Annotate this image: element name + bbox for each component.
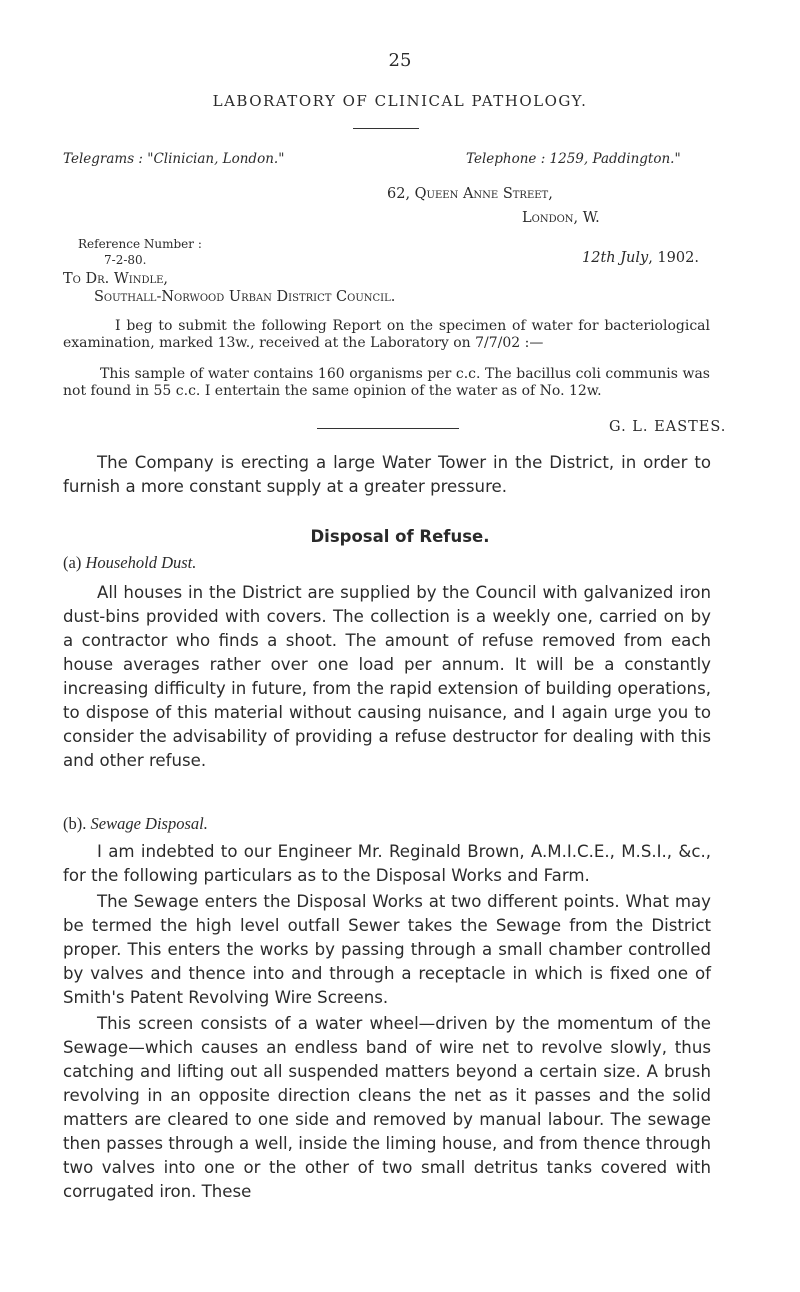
page-number: 25 <box>388 50 412 71</box>
sewage-paragraph-2: The Sewage enters the Disposal Works at two different points. What may be termed the high level outfall Sewer takes the Sewage from the District proper. This enters the works by passing through a small chamber controlled by valves and thence into and through a receptacle in which is fixed one of Smith's Patent Revolving Wire Screens. <box>63 892 711 1007</box>
telegrams-line: Telegrams : "Clinician, London." <box>63 151 285 167</box>
signature: G. L. EASTES. <box>609 419 727 435</box>
company-paragraph: The Company is erecting a large Water Tower in the District, in order to furnish a more constant supply at a greater pressure. <box>63 453 711 496</box>
reference-value: 7-2-80. <box>104 253 147 267</box>
telephone-line: Telephone : 1259, Paddington." <box>466 151 681 167</box>
address-line-2: London, W. <box>522 210 600 226</box>
addressee: To Dr. Windle, <box>63 271 169 287</box>
sewage-paragraph-3: This screen consists of a water wheel—driven by the momentum of the Sewage—which causes an endless band of wire net to revolve slowly, thus catching and lifting out all suspended matters beyond a certain size. A brush revolving in an opposite direction cleans the net as it passes and the solid matters are cleared to one side and removed by manual labour. The sewage then passes through a well, inside the liming house, and from thence through two valves into one or the other of two small detritus tanks covered with corrugated iron. These <box>63 1014 711 1201</box>
reference-label: Reference Number : <box>78 237 202 251</box>
letter-paragraph-2: This sample of water contains 160 organisms per c.c. The bacillus coli communis was not found in 55 c.c. I entertain the same opinion of the water as of No. 12w. <box>63 366 710 399</box>
subsection-b-title: Sewage Disposal. <box>90 814 208 833</box>
date-year: , 1902. <box>648 250 699 266</box>
household-paragraph: All houses in the District are supplied by the Council with galvanized iron dust-bins provided with covers. The collection is a weekly one, carried on by a contractor who finds a shoot. The amount of refuse removed from each house averages rather over one load per annum. It will be a constantly increasing difficulty in future, from the rapid extension of building operations, to dispose of this material without causing nuisance, and I again urge you to consider the advisability of providing a refuse destructor for dealing with this and other refuse. <box>63 583 711 770</box>
refuse-heading: Disposal of Refuse. <box>310 527 490 546</box>
household-section <box>63 581 711 773</box>
subsection-a-title: Household Dust. <box>85 553 197 572</box>
title-divider <box>353 128 419 129</box>
laboratory-title: LABORATORY OF CLINICAL PATHOLOGY. <box>212 92 588 110</box>
signature-divider <box>317 428 459 429</box>
council-name: Southall-Norwood Urban District Council. <box>94 289 396 305</box>
subsection-b-heading <box>63 814 208 834</box>
subsection-a-heading <box>63 553 196 573</box>
letter-paragraph-1: I beg to submit the following Report on the specimen of water for bacteriological examination, marked 13w., received at the Laboratory on 7/7/02 :— <box>63 318 710 351</box>
sewage-section <box>63 840 711 1204</box>
company-section <box>63 451 711 499</box>
subsection-a-marker: (a) <box>63 553 82 572</box>
date-day: 12th July <box>582 250 649 266</box>
address-line-1: 62, Queen Anne Street, <box>387 186 553 202</box>
subsection-b-marker: (b). <box>63 814 87 833</box>
letter-date <box>582 250 699 266</box>
sewage-paragraph-1: I am indebted to our Engineer Mr. Reginald Brown, A.M.I.C.E., M.S.I., &c., for the following particulars as to the Disposal Works and Farm. <box>63 842 711 885</box>
